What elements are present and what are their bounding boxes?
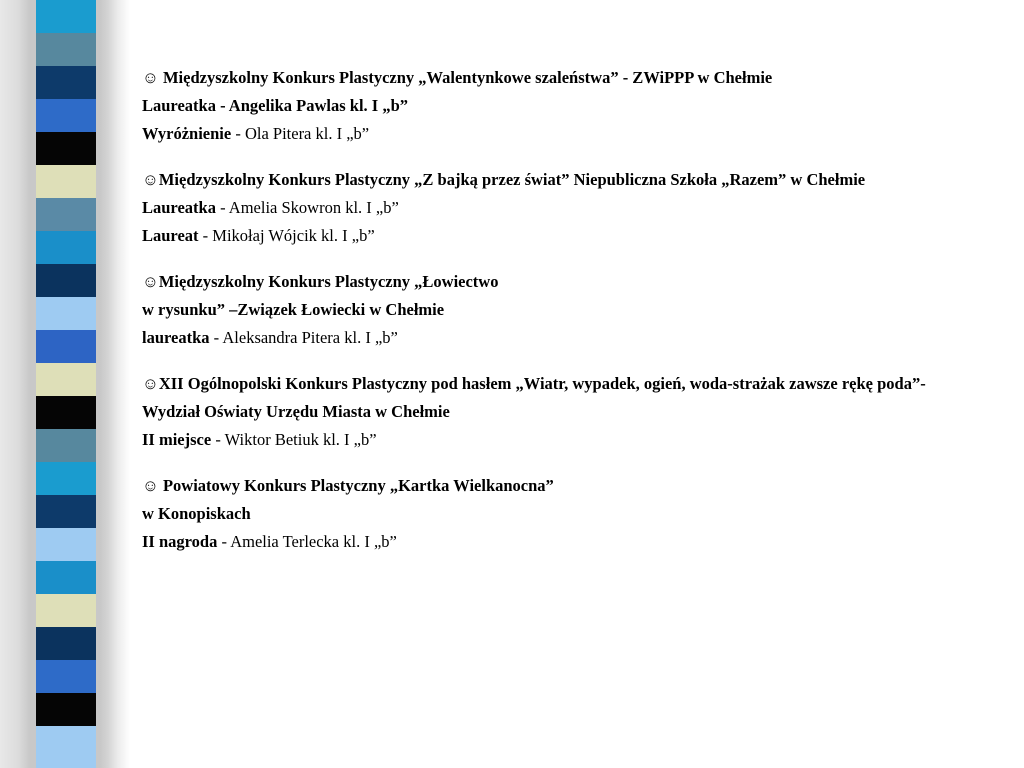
stripe-segment xyxy=(36,0,96,33)
stripe-segment xyxy=(36,627,96,660)
result-label: II miejsce xyxy=(142,430,212,449)
stripe-segment xyxy=(36,264,96,297)
stripe-segment xyxy=(36,462,96,495)
result-label: Laureat xyxy=(142,226,199,245)
stripe-segment xyxy=(36,363,96,396)
stripe-segment xyxy=(36,33,96,66)
entry-result xyxy=(142,222,1002,250)
entry-organizer: w Konopiskach xyxy=(142,504,251,523)
stripe-segment xyxy=(36,330,96,363)
entry-title: ☺Międzyszkolny Konkurs Plastyczny „Łowiectwo xyxy=(142,272,499,291)
slide-content xyxy=(142,64,1002,556)
entry-title: ☺ Międzyszkolny Konkurs Plastyczny „Walentynkowe szaleństwa” - ZWiPPP w Chełmie xyxy=(142,68,773,87)
entry-result xyxy=(142,324,1002,352)
stripe-segment xyxy=(36,132,96,165)
entry-title: ☺XII Ogólnopolski Konkurs Plastyczny pod hasłem „Wiatr, wypadek, ogień, woda-strażak zawsze rękę poda”- xyxy=(142,374,926,393)
result-label: Laureatka - Angelika Pawlas kl. I „b” xyxy=(142,96,409,115)
result-label: laureatka xyxy=(142,328,210,347)
result-label: II nagroda xyxy=(142,532,218,551)
entry-result xyxy=(142,92,1002,120)
entry-lowiectwo xyxy=(142,268,1002,352)
result-label: Wyróżnienie xyxy=(142,124,232,143)
entry-wiatr-wypadek xyxy=(142,370,1002,454)
result-value: - Ola Pitera kl. I „b” xyxy=(231,124,370,143)
entry-result xyxy=(142,194,1002,222)
entry-title: ☺Międzyszkolny Konkurs Plastyczny „Z bajką przez świat” Niepubliczna Szkoła „Razem” w Chełmie xyxy=(142,170,866,189)
entry-organizer: w rysunku” –Związek Łowiecki w Chełmie xyxy=(142,300,445,319)
decorative-color-stripe xyxy=(36,0,96,768)
stripe-segment xyxy=(36,726,96,768)
result-value: - Wiktor Betiuk kl. I „b” xyxy=(211,430,377,449)
stripe-segment xyxy=(36,165,96,198)
stripe-segment xyxy=(36,594,96,627)
stripe-segment xyxy=(36,429,96,462)
stripe-segment xyxy=(36,660,96,693)
entry-result xyxy=(142,426,1002,454)
entry-kartka-wielkanocna xyxy=(142,472,1002,556)
stripe-segment xyxy=(36,198,96,231)
entry-organizer: Wydział Oświaty Urzędu Miasta w Chełmie xyxy=(142,402,450,421)
entry-result xyxy=(142,528,1002,556)
stripe-segment xyxy=(36,495,96,528)
entry-title: ☺ Powiatowy Konkurs Plastyczny „Kartka Wielkanocna” xyxy=(142,476,554,495)
result-label: Laureatka xyxy=(142,198,216,217)
result-value: - Amelia Terlecka kl. I „b” xyxy=(217,532,397,551)
entry-walentynkowe xyxy=(142,64,1002,148)
stripe-segment xyxy=(36,528,96,561)
stripe-segment xyxy=(36,99,96,132)
stripe-segment xyxy=(36,693,96,726)
result-value: - Aleksandra Pitera kl. I „b” xyxy=(209,328,398,347)
stripe-segment xyxy=(36,396,96,429)
result-value: - Mikołaj Wójcik kl. I „b” xyxy=(198,226,375,245)
entry-result xyxy=(142,120,1002,148)
stripe-segment xyxy=(36,66,96,99)
stripe-segment xyxy=(36,297,96,330)
stripe-segment xyxy=(36,231,96,264)
entry-z-bajka xyxy=(142,166,1002,250)
result-value: - Amelia Skowron kl. I „b” xyxy=(215,198,399,217)
stripe-segment xyxy=(36,561,96,594)
